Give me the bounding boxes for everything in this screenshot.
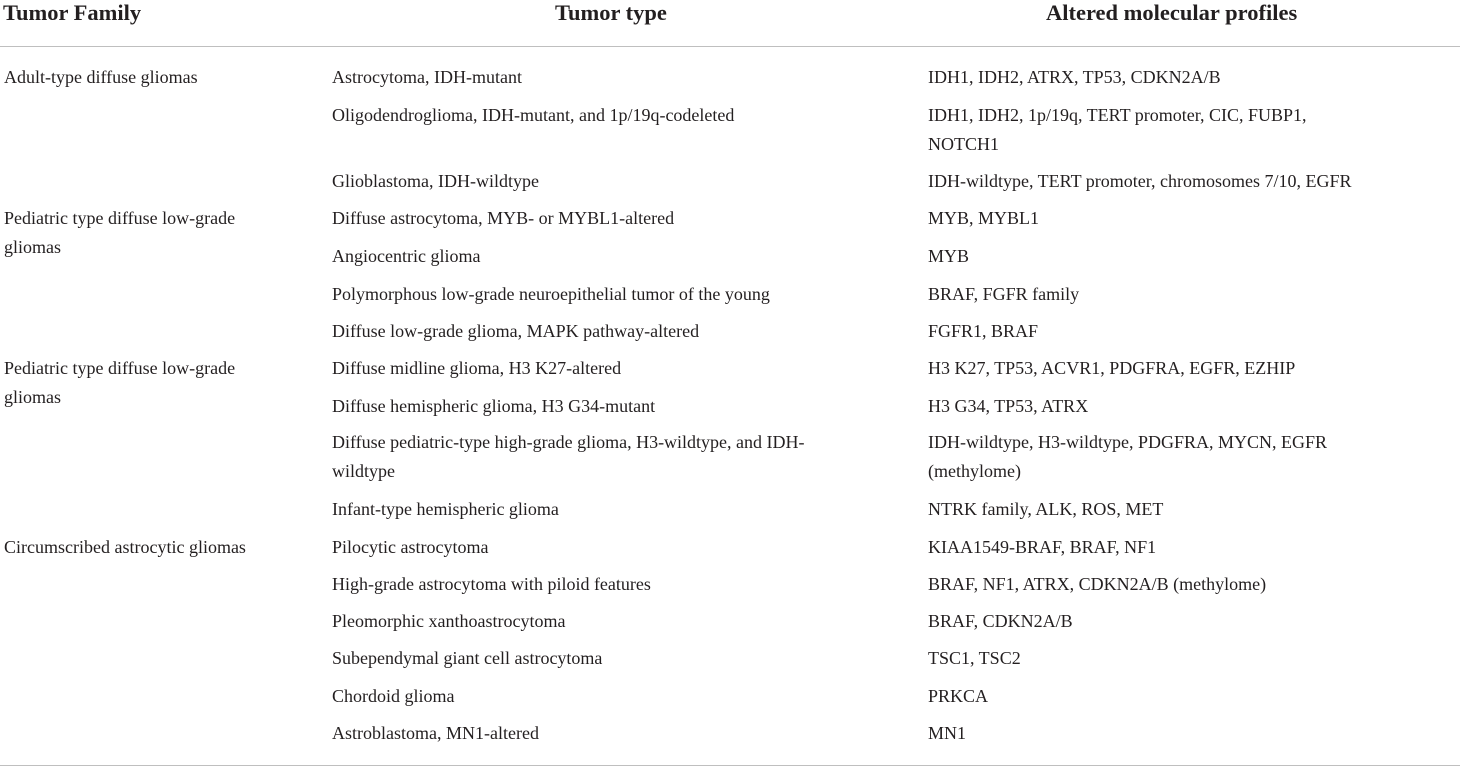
molecular-profiles-cell: [928, 495, 1163, 524]
molecular-profiles-cell: [928, 167, 1352, 196]
molecular-profiles-cell: [928, 682, 988, 711]
tumor-family-cell-line: Pediatric type diffuse low-grade: [4, 358, 236, 378]
tumor-type-cell: [332, 644, 602, 673]
tumor-type-cell-line: Diffuse hemispheric glioma, H3 G34-mutant: [332, 396, 656, 416]
molecular-profiles-cell-line: IDH-wildtype, TERT promoter, chromosomes 7/10, EGFR: [928, 171, 1352, 191]
table-header: [0, 0, 1460, 47]
tumor-type-cell-line: Glioblastoma, IDH-wildtype: [332, 171, 539, 191]
molecular-profiles-cell: [928, 644, 1021, 673]
molecular-profiles-cell-line: IDH-wildtype, H3-wildtype, PDGFRA, MYCN, EGFR: [928, 432, 1328, 452]
tumor-family-cell: [4, 204, 235, 262]
tumor-type-cell: [332, 533, 488, 562]
molecular-profiles-cell-line: BRAF, CDKN2A/B: [928, 611, 1073, 631]
tumor-type-cell-line: wildtype: [332, 461, 395, 481]
molecular-profiles-cell-line: BRAF, FGFR family: [928, 284, 1080, 304]
tumor-type-cell: [332, 354, 621, 383]
tumor-family-cell-line: Adult-type diffuse gliomas: [4, 67, 198, 87]
molecular-profiles-cell: [928, 607, 1073, 636]
molecular-profiles-cell: [928, 719, 966, 748]
molecular-profiles-cell-line: KIAA1549-BRAF, BRAF, NF1: [928, 537, 1157, 557]
molecular-profiles-cell: [928, 354, 1295, 383]
tumor-type-cell-line: Diffuse low-grade glioma, MAPK pathway-altered: [332, 321, 700, 341]
tumor-type-cell: [332, 682, 455, 711]
molecular-profiles-cell-line: MYB: [928, 246, 970, 266]
molecular-profiles-cell: [928, 242, 969, 271]
tumor-type-cell-line: Astroblastoma, MN1-altered: [332, 723, 539, 743]
tumor-type-cell: [332, 428, 805, 486]
tumor-type-cell: [332, 495, 559, 524]
tumor-family-cell-line: gliomas: [4, 387, 61, 407]
tumor-family-cell-line: Pediatric type diffuse low-grade: [4, 208, 236, 228]
header-tumor-family: Tumor Family: [3, 0, 142, 25]
tumor-family-cell: [4, 354, 235, 412]
molecular-profiles-cell: [928, 101, 1307, 159]
tumor-type-cell: [332, 280, 770, 309]
molecular-profiles-cell-line: PRKCA: [928, 686, 989, 706]
header-tumor-type: Tumor type: [555, 0, 667, 25]
molecular-profiles-cell-line: MYB, MYBL1: [928, 208, 1040, 228]
molecular-profiles-cell: [928, 204, 1039, 233]
tumor-type-cell-line: Polymorphous low-grade neuroepithelial tumor of the young: [332, 284, 770, 304]
tumor-type-cell-line: Pilocytic astrocytoma: [332, 537, 489, 557]
tumor-type-cell: [332, 607, 565, 636]
molecular-profiles-cell-line: NOTCH1: [928, 134, 999, 154]
tumor-type-cell: [332, 570, 651, 599]
molecular-profiles-cell-line: TSC1, TSC2: [928, 648, 1021, 668]
tumor-type-cell: [332, 392, 655, 421]
tumor-type-cell-line: Subependymal giant cell astrocytoma: [332, 648, 603, 668]
tumor-type-cell: [332, 204, 674, 233]
tumor-type-cell-line: Diffuse astrocytoma, MYB- or MYBL1-altered: [332, 208, 675, 228]
tumor-family-cell-line: Circumscribed astrocytic gliomas: [4, 537, 246, 557]
header-altered-molecular-profiles: Altered molecular profiles: [1046, 0, 1298, 25]
molecular-profiles-cell-line: IDH1, IDH2, ATRX, TP53, CDKN2A/B: [928, 67, 1221, 87]
tumor-type-cell-line: Angiocentric glioma: [332, 246, 481, 266]
molecular-profiles-cell: [928, 392, 1088, 421]
tumor-type-cell: [332, 167, 539, 196]
tumor-type-cell-line: Diffuse midline glioma, H3 K27-altered: [332, 358, 622, 378]
molecular-profiles-cell-line: H3 G34, TP53, ATRX: [928, 396, 1089, 416]
molecular-profiles-cell-line: IDH1, IDH2, 1p/19q, TERT promoter, CIC, FUBP1,: [928, 105, 1307, 125]
tumor-family-cell: [4, 533, 246, 562]
tumor-type-cell-line: Chordoid glioma: [332, 686, 455, 706]
molecular-profiles-cell-line: (methylome): [928, 461, 1021, 481]
tumor-type-cell: [332, 242, 480, 271]
molecular-profiles-cell: [928, 428, 1327, 486]
tumor-type-cell: [332, 63, 522, 92]
tumor-type-cell-line: Astrocytoma, IDH-mutant: [332, 67, 522, 87]
tumor-type-cell-line: Diffuse pediatric-type high-grade glioma, H3-wildtype, and IDH-: [332, 432, 805, 452]
tumor-type-cell-line: High-grade astrocytoma with piloid features: [332, 574, 651, 594]
molecular-profiles-cell-line: FGFR1, BRAF: [928, 321, 1039, 341]
molecular-profiles-cell: [928, 63, 1221, 92]
molecular-profiles-cell: [928, 317, 1038, 346]
tumor-family-cell-line: gliomas: [4, 237, 61, 257]
tumor-type-cell-line: Oligodendroglioma, IDH-mutant, and 1p/19q-codeleted: [332, 105, 735, 125]
molecular-profiles-cell-line: BRAF, NF1, ATRX, CDKN2A/B (methylome): [928, 574, 1267, 594]
tumor-type-cell: [332, 101, 734, 130]
tumor-family-cell: [4, 63, 198, 92]
table-bottom-rule: [0, 765, 1460, 766]
tumor-type-cell-line: Infant-type hemispheric glioma: [332, 499, 559, 519]
tumor-type-cell: [332, 317, 699, 346]
molecular-profiles-cell: [928, 570, 1266, 599]
molecular-profiles-cell-line: H3 K27, TP53, ACVR1, PDGFRA, EGFR, EZHIP: [928, 358, 1296, 378]
tumor-type-cell-line: Pleomorphic xanthoastrocytoma: [332, 611, 566, 631]
molecular-profiles-cell-line: NTRK family, ALK, ROS, MET: [928, 499, 1164, 519]
molecular-profiles-cell-line: MN1: [928, 723, 967, 743]
molecular-profiles-cell: [928, 280, 1079, 309]
tumor-type-cell: [332, 719, 539, 748]
molecular-profiles-cell: [928, 533, 1156, 562]
